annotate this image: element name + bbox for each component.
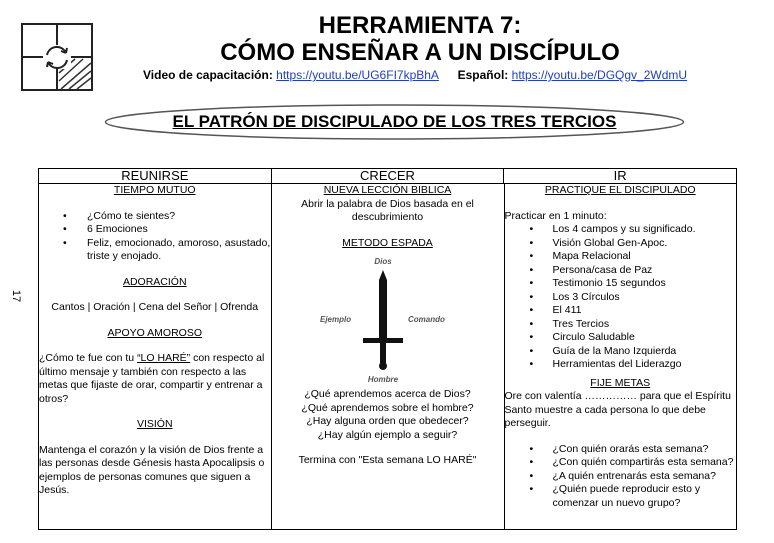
sword-icon xyxy=(272,250,504,388)
fije-metas-text: Ore con valentía …………… para que el Espíritu Santo muestre a cada persona lo que debe perseguir. xyxy=(504,390,731,429)
list-item: • Los 4 campos y su significado. xyxy=(505,223,737,237)
apoyo-amoroso-text xyxy=(39,352,271,406)
tiempo-mutuo-title: TIEMPO MUTUO xyxy=(113,184,196,196)
video-label: Video de capacitación: xyxy=(143,68,273,82)
list-item: • ¿Con quién compartirás esta semana? xyxy=(505,456,737,470)
adoracion-text: Cantos | Oración | Cena del Señor | Ofrenda xyxy=(51,301,259,313)
list-item: • Testimonio 15 segundos xyxy=(505,277,737,291)
sword-label-left: Ejemplo xyxy=(319,315,351,324)
question-item: ¿Qué aprendemos acerca de Dios? xyxy=(304,388,471,400)
list-item: • Circulo Saludable xyxy=(505,331,737,345)
list-item: • ¿Cómo te sientes? xyxy=(39,210,271,224)
tool-logo-icon xyxy=(21,23,93,91)
list-item: • ¿Quién puede reproducir esto y comenzar un nuevo grupo? xyxy=(505,483,737,510)
list-item: • El 411 xyxy=(505,304,737,318)
apoyo-text-before: ¿Cómo te fue con tu xyxy=(39,352,138,364)
list-item: • Los 3 Círculos xyxy=(505,291,737,305)
vision-text: Mantenga el corazón y la visión de Dios frente a las personas desde Génesis hasta Apocalipsis o ejemplos de personas comunes que siguen a Jesús. xyxy=(39,443,265,496)
banner-title: EL PATRÓN DE DISCIPULADO DE LOS TRES TERCIOS xyxy=(172,112,617,131)
column-crecer xyxy=(271,184,504,529)
list-item: • Feliz, emocionado, amoroso, asustado, triste y enojado. xyxy=(39,237,271,264)
list-item: • Visión Global Gen-Apoc. xyxy=(505,237,737,251)
video-line xyxy=(143,68,687,82)
page-title-line2: CÓMO ENSEÑAR A UN DISCÍPULO xyxy=(220,39,620,66)
sword-label-top: Dios xyxy=(373,257,392,266)
adoracion-title: ADORACIÓN xyxy=(122,275,187,288)
vision-title: VISIÓN xyxy=(136,418,173,430)
table-header-row xyxy=(39,169,736,184)
sword-label-bottom: Hombre xyxy=(367,375,398,384)
header-ir: IR xyxy=(503,169,736,183)
list-item: • ¿A quién entrenarás esta semana? xyxy=(505,470,737,484)
metas-list xyxy=(505,443,737,511)
page-number: 17 xyxy=(10,289,23,303)
practique-title: PRACTIQUE EL DISCIPULADO xyxy=(544,184,696,196)
video-link[interactable]: https://youtu.be/UG6FI7kpBhA xyxy=(276,68,439,82)
header-reunirse: REUNIRSE xyxy=(121,168,189,183)
column-reunirse xyxy=(39,184,271,529)
apoyo-text-after: con respecto al último mensaje y también con respecto a las metas que fijaste de orar, compartir y entrenar a otros? xyxy=(39,352,265,405)
tiempo-mutuo-list xyxy=(39,210,271,264)
question-item: ¿Hay alguna orden que obedecer? xyxy=(306,415,469,427)
apoyo-amoroso-title: APOYO AMOROSO xyxy=(107,326,203,339)
metodo-espada-title: METODO ESPADA xyxy=(342,236,433,249)
list-item: • Herramientas del Liderazgo xyxy=(505,358,737,372)
nueva-leccion-text: Abrir la palabra de Dios basada en el descubrimiento xyxy=(301,197,474,223)
page-title-line1: HERRAMIENTA 7: xyxy=(318,12,522,39)
list-item: • ¿Con quién orarás esta semana? xyxy=(505,443,737,457)
question-item: ¿Qué aprendemos sobre el hombre? xyxy=(301,401,474,414)
nueva-leccion-title: NUEVA LECCIÓN BIBLICA xyxy=(323,184,452,196)
question-item: ¿Hay algún ejemplo a seguir? xyxy=(317,428,458,441)
list-item: • 6 Emociones xyxy=(39,223,271,237)
sword-label-right: Comando xyxy=(407,315,445,324)
fije-metas-title: FIJE METAS xyxy=(590,376,651,389)
column-ir xyxy=(504,184,737,529)
spanish-label: Español: xyxy=(457,68,509,82)
crecer-closing: Termina con "Esta semana LO HARÉ" xyxy=(298,454,477,466)
practique-intro: Practicar en 1 minuto: xyxy=(504,209,607,222)
apoyo-text-lo-hare: “LO HARÉ” xyxy=(137,352,191,364)
three-thirds-table xyxy=(38,168,737,530)
header-crecer: CRECER xyxy=(271,169,504,183)
list-item: • Persona/casa de Paz xyxy=(505,264,737,278)
spanish-video-link[interactable]: https://youtu.be/DGQgv_2WdmU xyxy=(511,68,688,82)
list-item: • Mapa Relacional xyxy=(505,250,737,264)
list-item: • Guía de la Mano Izquierda xyxy=(505,345,737,359)
practice-list xyxy=(505,223,737,372)
list-item: • Tres Tercios xyxy=(505,318,737,332)
